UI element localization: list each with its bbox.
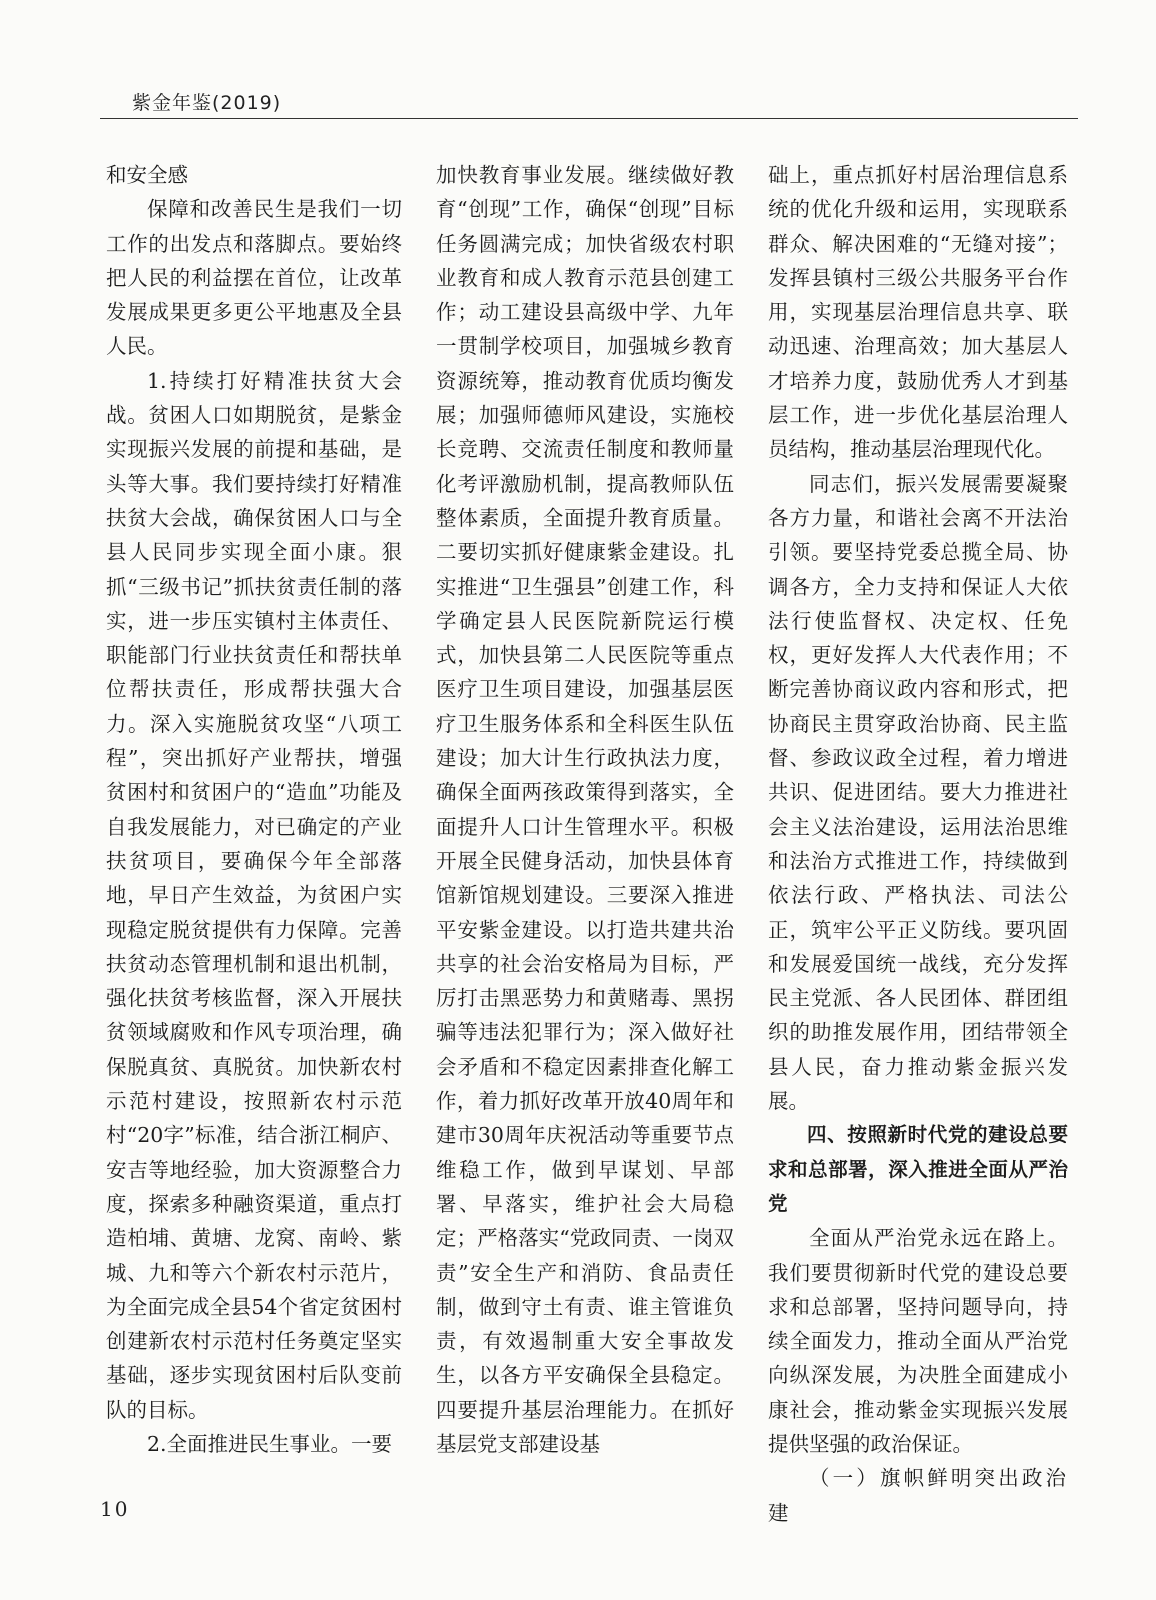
paragraph: 2.全面推进民生事业。一要 [147, 1431, 393, 1456]
header-rule [100, 118, 1078, 119]
paragraph: 保障和改善民生是我们一切工作的出发点和落脚点。要始终把人民的利益摆在首位，让改革发展成果更多更公平地惠及全县人民。 [106, 197, 402, 359]
paragraph: 础上，重点抓好村居治理信息系统的优化升级和运用，实现联系群众、解决困难的“无缝对接”；发挥县镇村三级公共服务平台作用，实现基层治理信息共享、联动迅速、治理高效；加大基层人才培养力度，鼓励优秀人才到基层工作，进一步优化基层治理人员结构，推动基层治理现代化。 [768, 163, 1068, 462]
section-heading: 四、按照新时代党的建设总要求和总部署，深入推进全面从严治党 [768, 1123, 1068, 1215]
running-head: 紫金年鉴(2019) [132, 92, 282, 114]
text-column-1 [106, 158, 402, 1488]
paragraph: 和安全感 [106, 163, 188, 187]
paragraph: 1.持续打好精准扶贫大会战。贫困人口如期脱贫，是紫金实现振兴发展的前提和基础，是头等大事。我们要持续打好精准扶贫大会战，确保贫困人口与全县人民同步实现全面小康。狠抓“三级书记”抓扶贫责任制的落实，进一步压实镇村主体责任、职能部门行业扶贫责任和帮扶单位帮扶责任，形成帮扶强大合力。深入实施脱贫攻坚“八项工程”，突出抓好产业帮扶，增强贫困村和贫困户的“造血”功能及自我发展能力，对已确定的产业扶贫项目，要确保今年全部落地，早日产生效益，为贫困户实现稳定脱贫提供有力保障。完善扶贫动态管理机制和退出机制，强化扶贫考核监督，深入开展扶贫领域腐败和作风专项治理，确保脱真贫、真脱贫。加快新农村示范村建设，按照新农村示范村“20字”标准，结合浙江桐庐、安吉等地经验，加大资源整合力度，探索多种融资渠道，重点打造柏埔、黄塘、龙窝、南岭、紫城、九和等六个新农村示范片，为全面完成全县54个省定贫困村创建新农村示范村任务奠定坚实基础，逐步实现贫困村后队变前队的目标。 [106, 368, 402, 1422]
paragraph: 加快教育事业发展。继续做好教育“创现”工作，确保“创现”目标任务圆满完成；加快省级农村职业教育和成人教育示范县创建工作；动工建设县高级中学、九年一贯制学校项目，加强城乡教育资源统筹，推动教育优质均衡发展；加强师德师风建设，实施校长竞聘、交流责任制度和教师量化考评激励机制，提高教师队伍整体素质，全面提升教育质量。二要切实抓好健康紫金建设。扎实推进“卫生强县”创建工作，科学确定县人民医院新院运行模式，加快县第二人民医院等重点医疗卫生项目建设，加强基层医疗卫生服务体系和全科医生队伍建设；加大计生行政执法力度，确保全面两孩政策得到落实，全面提升人口计生管理水平。积极开展全民健身活动，加快县体育馆新馆规划建设。三要深入推进平安紫金建设。以打造共建共治共享的社会治安格局为目标，严厉打击黑恶势力和黄赌毒、黑拐骗等违法犯罪行为；深入做好社会矛盾和不稳定因素排查化解工作，着力抓好改革开放40周年和建市30周年庆祝活动等重要节点维稳工作，做到早谋划、早部署、早落实，维护社会大局稳定；严格落实“党政同责、一岗双责”安全生产和消防、食品责任制，做到守土有责、谁主管谁负责，有效遏制重大安全事故发生，以各方平安确保全县稳定。四要提升基层治理能力。在抓好基层党支部建设基 [436, 163, 734, 1456]
subsection-heading: （一）旗帜鲜明突出政治建 [768, 1466, 1068, 1525]
page-number: 10 [100, 1497, 130, 1521]
text-column-3 [768, 158, 1068, 1525]
paragraph: 全面从严治党永远在路上。我们要贯彻新时代党的建设总要求和总部署，坚持问题导向，持续全面发力，推动全面从严治党向纵深发展，为决胜全面建成小康社会，推动紫金实现振兴发展提供坚强的政治保证。 [768, 1226, 1068, 1456]
text-column-2 [436, 158, 734, 1488]
paragraph: 同志们，振兴发展需要凝聚各方力量，和谐社会离不开法治引领。要坚持党委总揽全局、协调各方，全力支持和保证人大依法行使监督权、决定权、任免权，更好发挥人大代表作用；不断完善协商议政内容和形式，把协商民主贯穿政治协商、民主监督、参政议政全过程，着力增进共识、促进团结。要大力推进社会主义法治建设，运用法治思维和法治方式推进工作，持续做到依法行政、严格执法、司法公正，筑牢公平正义防线。要巩固和发展爱国统一战线，充分发挥民主党派、各人民团体、群团组织的助推发展作用，团结带领全县人民，奋力推动紫金振兴发展。 [768, 471, 1068, 1114]
